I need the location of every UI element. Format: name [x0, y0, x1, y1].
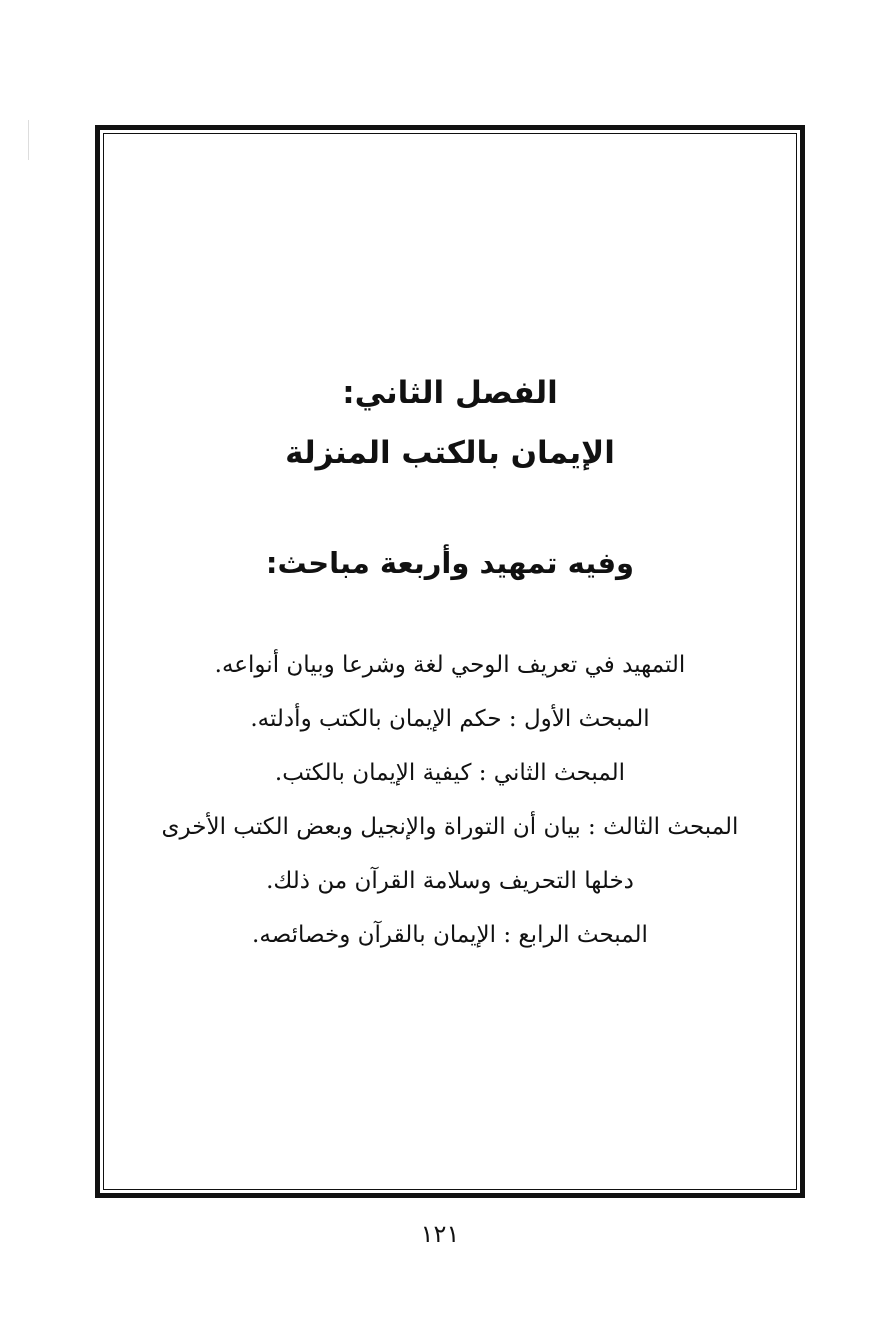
chapter-subtitle: الإيمان بالكتب المنزلة — [285, 435, 615, 471]
scan-artifact — [28, 120, 29, 160]
page-number: ١٢١ — [420, 1220, 460, 1248]
toc-item-section-3-continued: دخلها التحريف وسلامة القرآن من ذلك. — [266, 868, 634, 894]
toc-item-section-4: المبحث الرابع : الإيمان بالقرآن وخصائصه. — [252, 922, 648, 948]
toc-item-section-1: المبحث الأول : حكم الإيمان بالكتب وأدلته. — [250, 706, 650, 732]
chapter-contents — [110, 638, 790, 962]
toc-item-section-3: المبحث الثالث : بيان أن التوراة والإنجيل وبعض الكتب الأخرى — [161, 814, 739, 840]
chapter-title: الفصل الثاني: — [342, 375, 558, 411]
chapter-title-page — [110, 133, 790, 1183]
chapter-intro: وفيه تمهيد وأربعة مباحث: — [265, 546, 635, 580]
toc-item-introduction: التمهيد في تعريف الوحي لغة وشرعا وبيان أنواعه. — [214, 652, 686, 678]
toc-item-section-2: المبحث الثاني : كيفية الإيمان بالكتب. — [274, 760, 626, 786]
